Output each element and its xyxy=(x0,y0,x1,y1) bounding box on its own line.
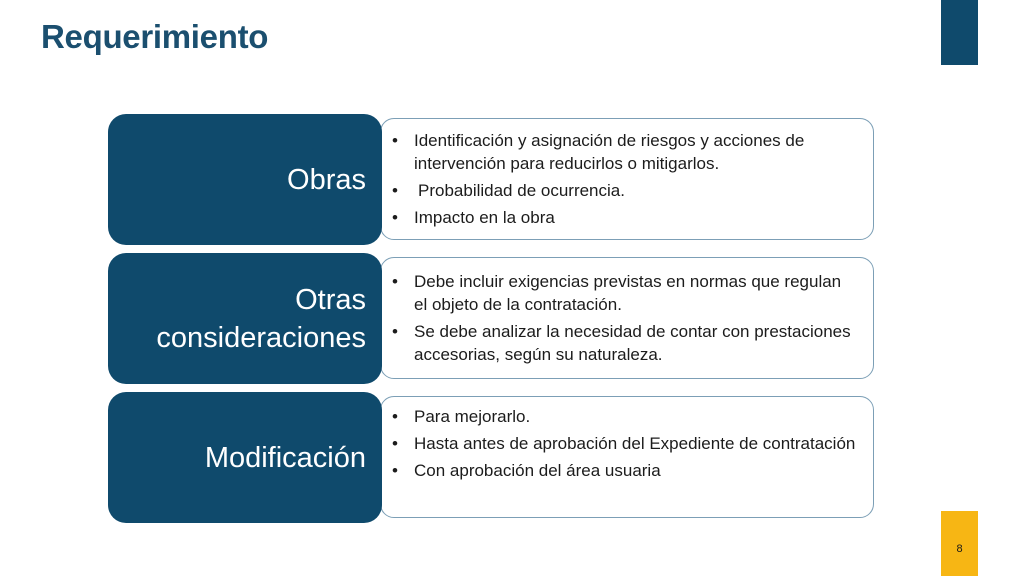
bullet-list-otras-consideraciones xyxy=(391,270,859,370)
bullet-list-obras xyxy=(391,129,859,233)
list-item: • Probabilidad de ocurrencia. xyxy=(392,181,625,200)
slide-title: Requerimiento xyxy=(41,18,269,55)
bullet-icon: • xyxy=(392,131,398,150)
top-accent-bar xyxy=(941,0,978,65)
text-card-otras-consideraciones xyxy=(380,257,874,379)
row-otras-consideraciones xyxy=(108,253,876,384)
text-card-obras xyxy=(380,118,874,240)
row-modificacion xyxy=(108,392,876,523)
label-box-obras xyxy=(108,114,382,245)
list-item: • Impacto en la obra xyxy=(392,208,555,227)
row-label: Otras consideraciones xyxy=(156,283,366,354)
list-item: • Debe incluir exigencias previstas en normas que regulan el objeto de la contratación. xyxy=(392,272,842,314)
bullet-icon: • xyxy=(392,181,398,200)
bullet-icon: • xyxy=(392,322,398,341)
list-item: • Con aprobación del área usuaria xyxy=(392,461,661,480)
row-label: Modificación xyxy=(204,441,366,474)
row-obras xyxy=(108,114,876,245)
list-item: • Para mejorarlo. xyxy=(392,407,531,426)
bullet-icon: • xyxy=(392,434,398,453)
bullet-icon: • xyxy=(392,208,398,227)
label-box-otras-consideraciones xyxy=(108,253,382,384)
list-item: • Se debe analizar la necesidad de contar con prestaciones accesorias, según su naturaleza. xyxy=(392,322,851,364)
bullet-icon: • xyxy=(392,407,398,426)
bullet-list-modificacion xyxy=(391,405,859,486)
text-card-modificacion xyxy=(380,396,874,518)
row-label: Obras xyxy=(287,163,366,196)
list-item: • Identificación y asignación de riesgos y acciones de intervención para reducirlos o mitigarlos. xyxy=(392,131,805,173)
page-number-box xyxy=(941,511,978,576)
list-item: • Hasta antes de aprobación del Expediente de contratación xyxy=(392,434,856,453)
label-box-modificacion xyxy=(108,392,382,523)
bullet-icon: • xyxy=(392,461,398,480)
page-number: 8 xyxy=(956,543,963,555)
bullet-icon: • xyxy=(392,272,398,291)
